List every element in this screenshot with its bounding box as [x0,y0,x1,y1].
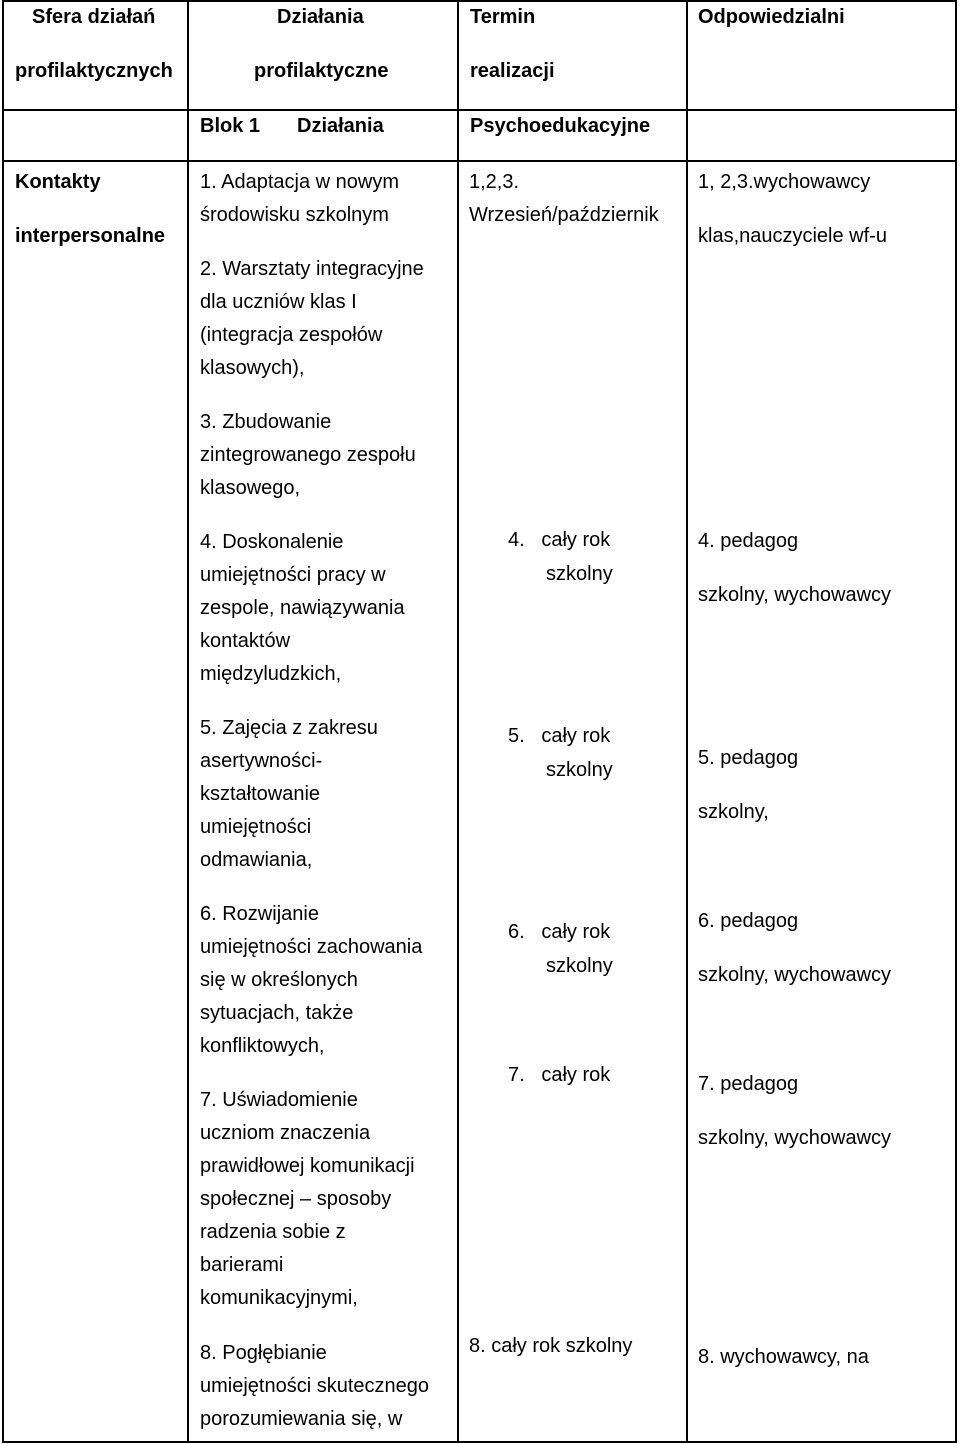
table-border-left [2,0,4,1443]
term-4-line-2: szkolny [546,563,613,585]
activity-4-line-1: 4. Doskonalenie [200,531,344,553]
activity-2-line-4: klasowych), [200,357,305,379]
activity-7-line-4: społecznej – sposoby [200,1188,392,1210]
table-border-bottom [2,1441,957,1443]
term-7-line-1: 7. cały rok [508,1064,611,1086]
column-divider-1 [187,0,189,1443]
term-8-line-1: 8. cały rok szkolny [469,1335,633,1357]
responsible-7-line-2: szkolny, wychowawcy [698,1127,892,1149]
term-1-line-2: Wrzesień/październik [469,204,659,226]
activity-1-line-1: 1. Adaptacja w nowym [200,171,399,193]
activity-6-line-4: sytuacjach, także [200,1002,354,1024]
activity-5-line-3: kształtowanie [200,783,321,805]
column-divider-3 [686,0,688,1443]
activity-6-line-1: 6. Rozwijanie [200,903,319,925]
activity-3-line-1: 3. Zbudowanie [200,411,332,433]
activity-2-line-1: 2. Warsztaty integracyjne [200,258,424,280]
responsible-4-line-2: szkolny, wychowawcy [698,584,892,606]
header-actions-line-2: profilaktyczne [254,60,389,82]
responsible-5-line-1: 5. pedagog [698,747,799,769]
activity-7-line-3: prawidłowej komunikacji [200,1155,415,1177]
term-5-line-1: 5. cały rok [508,725,611,747]
responsible-8-line-1: 8. wychowawcy, na [698,1346,869,1368]
activity-8-line-1: 8. Pogłębianie [200,1342,327,1364]
activity-2-line-3: (integracja zespołów [200,324,383,346]
block-label: Blok 1 [200,115,261,137]
activity-7-line-6: barierami [200,1254,284,1276]
activity-5-line-1: 5. Zajęcia z zakresu [200,717,378,739]
sphere-line-1: Kontakty [15,171,101,193]
activity-1-line-2: środowisku szkolnym [200,204,389,226]
activity-6-line-2: umiejętności zachowania [200,936,423,958]
term-5-line-2: szkolny [546,759,613,781]
activity-8-line-2: umiejętności skutecznego [200,1375,430,1397]
activity-4-line-3: zespole, nawiązywania [200,597,405,619]
header-term-line-2: realizacji [470,60,555,82]
header-sphere-line-1: Sfera działań [32,6,156,28]
activity-8-line-3: porozumiewania się, w [200,1408,403,1430]
responsible-6-line-2: szkolny, wychowawcy [698,964,892,986]
column-divider-2 [457,0,459,1443]
activity-4-line-4: kontaktów [200,630,291,652]
header-sphere-line-2: profilaktycznych [15,60,173,82]
responsible-7-line-1: 7. pedagog [698,1073,799,1095]
term-4-line-1: 4. cały rok [508,529,611,551]
responsible-6-line-1: 6. pedagog [698,910,799,932]
activity-6-line-3: się w określonych [200,969,358,991]
term-1-line-1: 1,2,3. [469,171,520,193]
header-actions-line-1: Działania [277,6,364,28]
header-responsible: Odpowiedzialni [698,6,845,28]
term-6-line-2: szkolny [546,955,613,977]
sphere-line-2: interpersonalne [15,225,166,247]
activity-5-line-4: umiejętności [200,816,312,838]
activity-7-line-7: komunikacyjnymi, [200,1287,358,1309]
activity-4-line-2: umiejętności pracy w [200,564,386,586]
responsible-5-line-2: szkolny, [698,801,769,823]
activity-4-line-5: międzyludzkich, [200,663,342,685]
table-border-right [955,0,957,1443]
activity-5-line-5: odmawiania, [200,849,313,871]
activity-7-line-1: 7. Uświadomienie [200,1089,358,1111]
responsible-1-line-2: klas,nauczyciele wf-u [698,225,887,247]
block-type: Psychoedukacyjne [470,115,651,137]
activity-2-line-2: dla uczniów klas I [200,291,357,313]
header-term-line-1: Termin [470,6,536,28]
block-action: Działania [297,115,384,137]
activity-3-line-3: klasowego, [200,477,301,499]
term-6-line-1: 6. cały rok [508,921,611,943]
activity-7-line-2: uczniom znaczenia [200,1122,371,1144]
responsible-4-line-1: 4. pedagog [698,530,799,552]
responsible-1-line-1: 1, 2,3.wychowawcy [698,171,871,193]
activity-6-line-5: konfliktowych, [200,1035,325,1057]
activity-3-line-2: zintegrowanego zespołu [200,444,416,466]
activity-7-line-5: radzenia sobie z [200,1221,346,1243]
activity-5-line-2: asertywności- [200,750,323,772]
